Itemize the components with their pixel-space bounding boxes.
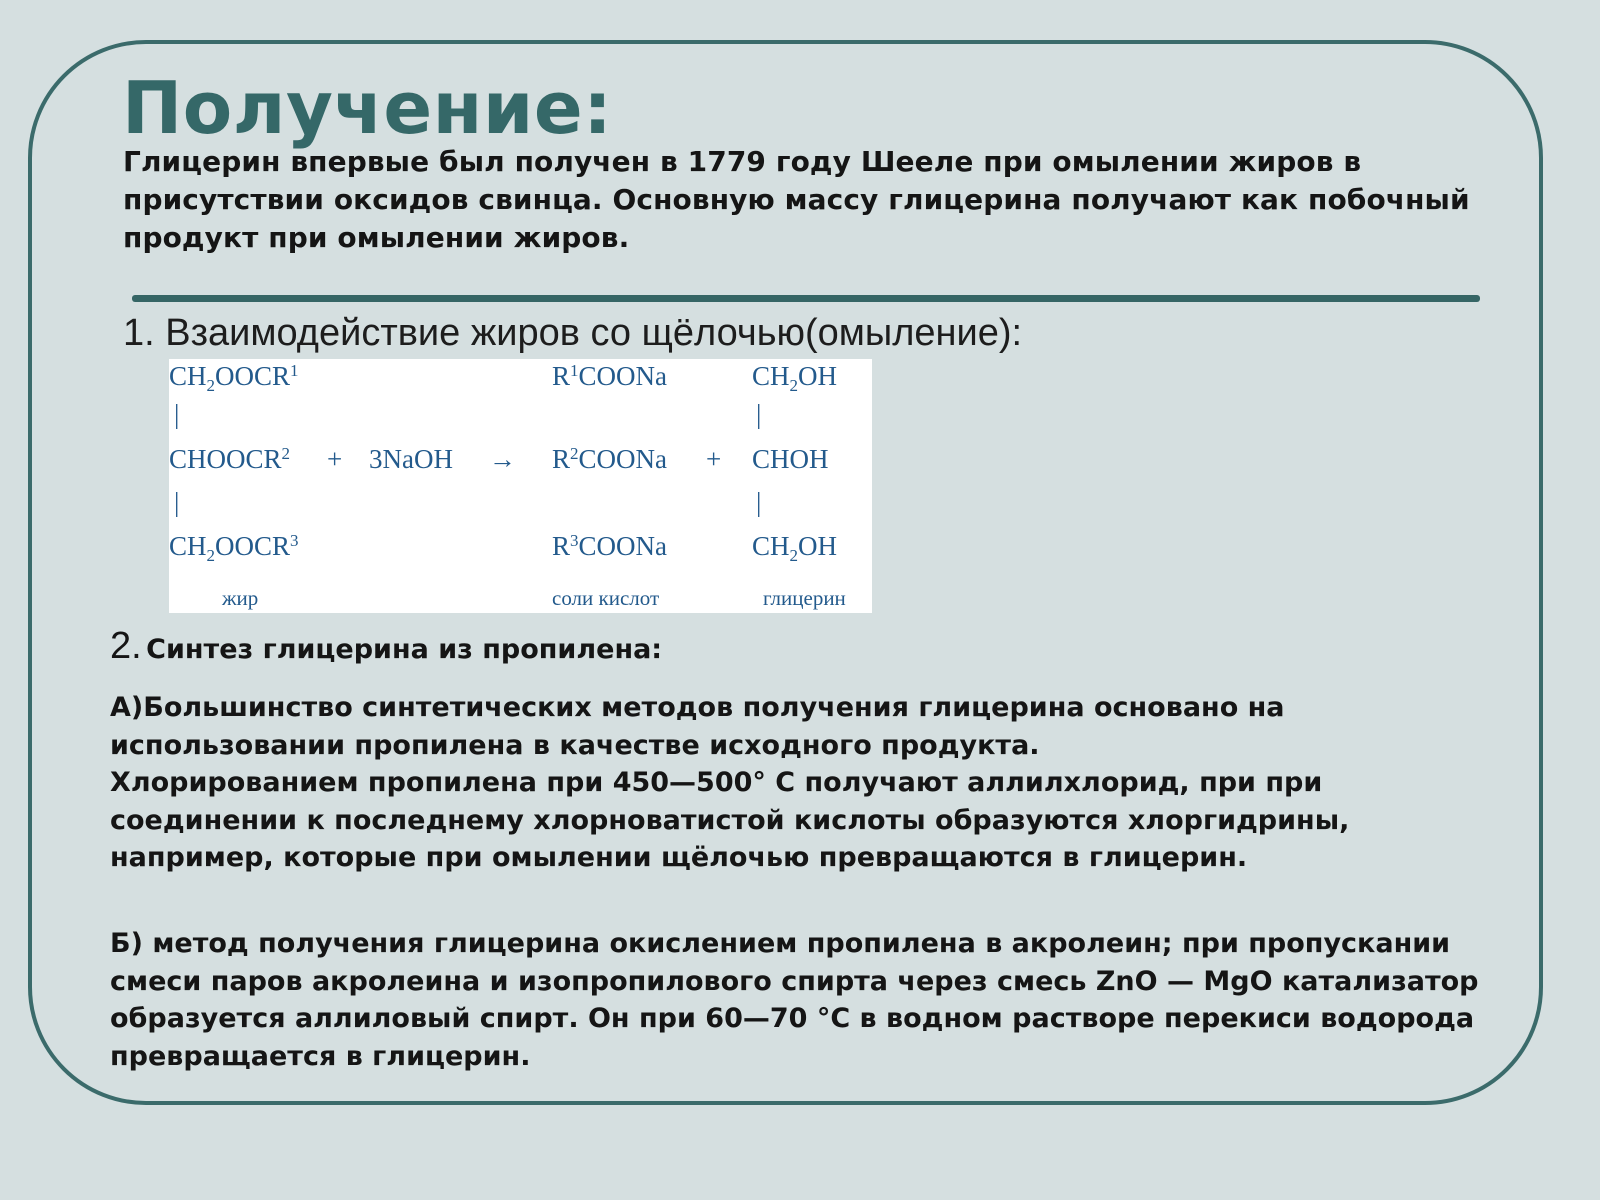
formula-salt-row1: $R^1COONa$: [552, 361, 668, 391]
bond-left-2: |: [174, 487, 180, 517]
method-a-line: соединении к последнему хлорноватистой кислоты образуются хлоргидрины,: [110, 804, 1350, 836]
caption-fat: жир: [222, 586, 259, 610]
method-b-line: превращается в глицерин.: [110, 1040, 531, 1072]
divider-line: [132, 295, 1480, 302]
formula-fat-row2: CHOOCR$^2$: [169, 444, 291, 474]
formula-glycerol-row3: $CH_2OH$: [752, 531, 838, 565]
method-b-line: смеси паров акролеина и изопропилового спирта через смесь ZnO — MgO катализатор: [110, 965, 1479, 997]
method-b-paragraph: [110, 925, 1510, 1075]
step-2-number: 2.: [110, 625, 142, 667]
bond-right-1: |: [756, 399, 762, 429]
formula-salt-row2: $R^2COONa$: [552, 444, 668, 474]
method-b-line: образуется аллиловый спирт. Он при 60—70 °С в водном растворе перекиси водорода: [110, 1003, 1475, 1034]
method-a-line: использовании пропилена в качестве исходного продукта.: [110, 729, 1040, 761]
bond-right-2: |: [756, 487, 762, 517]
formula-fat-row3: $CH_2OOCR^3$: [169, 531, 299, 565]
plus-sign-2: +: [706, 444, 722, 474]
reaction-arrow: →: [489, 444, 516, 474]
formula-glycerol-row2: CHOH: [752, 444, 829, 474]
plus-sign-1: +: [327, 444, 343, 474]
saponification-equation: [169, 359, 872, 613]
intro-paragraph: Глицерин впервые был получен в 1779 году Шееле при омылении жиров в присутствии оксидов свинца. Основную массу глицерина получают как побочный продукт при омылении жиров.: [123, 145, 1470, 254]
step-2-heading: [110, 625, 662, 668]
bond-left-1: |: [174, 399, 180, 429]
method-b-line: Б) метод получения глицерина окислением пропилена в акролеин; при пропускании: [110, 928, 1451, 959]
method-a-line: А)Большинство синтетических методов получения глицерина основано на: [110, 692, 1285, 723]
formula-glycerol-row1: $CH_2OH$: [752, 361, 838, 395]
method-a-line: например, которые при омылении щёлочью превращаются в глицерин.: [110, 842, 1248, 873]
reagent-naoh: 3NaOH: [369, 444, 453, 474]
method-a-paragraph: [110, 689, 1510, 877]
method-a-line: Хлорированием пропилена при 450—500° С получают аллилхлорид, при при: [110, 767, 1323, 798]
formula-salt-row3: $R^3COONa$: [552, 531, 668, 561]
formula-fat-row1: $CH_2OOCR^1$: [169, 361, 299, 395]
caption-glycerol: глицерин: [763, 586, 846, 610]
slide-title: Получение:: [122, 66, 613, 150]
step-1-heading: 1. Взаимодействие жиров со щёлочью(омыление):: [123, 312, 1023, 354]
caption-salts: соли кислот: [552, 586, 660, 610]
step-2-text: Синтез глицерина из пропилена:: [146, 634, 663, 665]
